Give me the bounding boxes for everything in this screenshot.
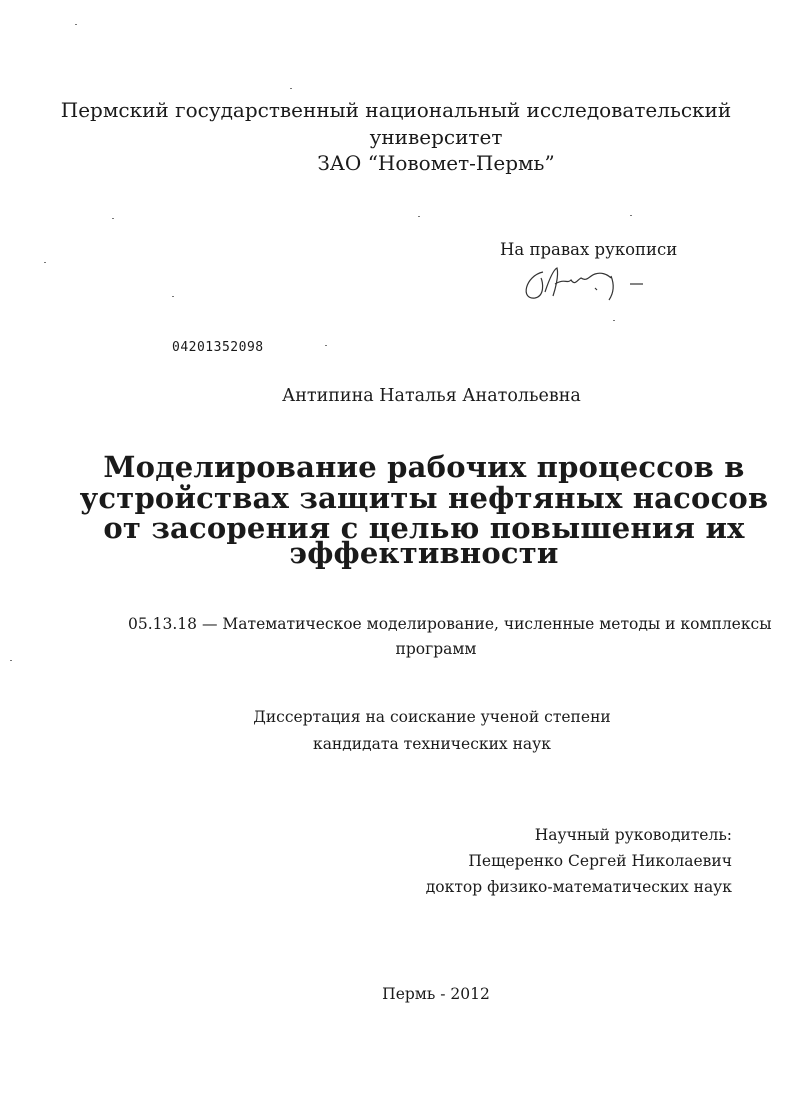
scan-speck xyxy=(630,215,632,216)
dissertation-title-line-3: от засорения с целью повышения их xyxy=(103,511,745,545)
scan-speck xyxy=(290,88,292,89)
degree-line-2: кандидата технических наук xyxy=(313,735,551,753)
degree-line-1: Диссертация на соискание ученой степени xyxy=(253,708,611,726)
supervisor-degree: доктор физико-математических наук xyxy=(425,878,732,896)
catalog-number: 04201352098 xyxy=(172,340,264,355)
organization-name: ЗАО “Новомет-Пермь” xyxy=(317,151,555,175)
scan-speck xyxy=(112,218,114,219)
supervisor-label: Научный руководитель: xyxy=(534,826,732,844)
signature-icon xyxy=(515,262,665,307)
scan-speck xyxy=(418,216,420,217)
place-year: Пермь - 2012 xyxy=(382,985,490,1003)
rights-note: На правах рукописи xyxy=(500,240,678,259)
scan-speck xyxy=(44,262,46,263)
dissertation-title-line-4: эффективности xyxy=(289,536,559,570)
specialty-line-2: программ xyxy=(395,640,477,658)
dissertation-title-line-1: Моделирование рабочих процессов в xyxy=(103,450,745,484)
scan-speck xyxy=(613,320,615,321)
institution-line-2: университет xyxy=(369,125,503,149)
institution-line-1: Пермский государственный национальный исследовательский xyxy=(60,98,732,122)
scan-speck xyxy=(325,345,327,346)
scan-speck xyxy=(172,296,174,297)
supervisor-name: Пещеренко Сергей Николаевич xyxy=(468,852,732,870)
dissertation-title-line-2: устройствах защиты нефтяных насосов xyxy=(79,481,769,515)
author-name: Антипина Наталья Анатольевна xyxy=(282,386,581,406)
scan-speck xyxy=(10,660,12,661)
scan-speck xyxy=(75,24,77,25)
specialty-line-1: 05.13.18 — Математическое моделирование, численные методы и комплексы xyxy=(128,615,772,633)
